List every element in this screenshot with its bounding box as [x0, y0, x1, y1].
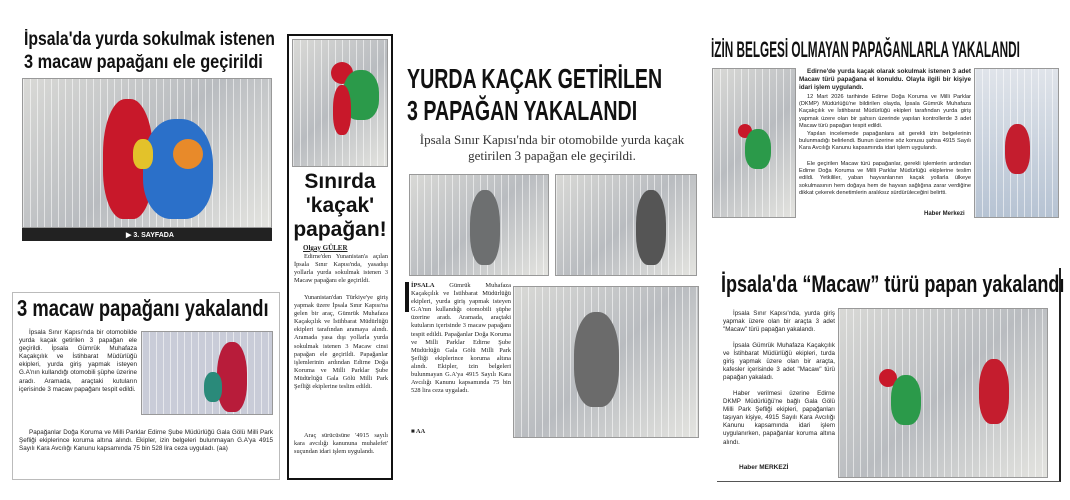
parrot-photo	[292, 39, 388, 167]
clip5-source: Haber Merkezi	[924, 211, 965, 217]
parrot-photo	[555, 174, 697, 276]
clipping-3	[287, 34, 393, 480]
clip4-body-text: Gümrük Muhafaza Kaçakçılık ve İstihbarat Müdürlüğü ekipleri, yurda giriş yapmak isteyen G.A'nın kullandığı otomobili şüphe üzerine aradı. Aramada, araçtaki kutuların içerisinde 3 macaw papağanı tespit edildi. Papağanlar Doğa Koruma ve Milli Parklar Edirne Şube Müdürlüğü Gala Gölü Milli Park Şefliği ekiplerince koruma altına alındı. Ekipler, izin belgeleri bulunmayan G.A'ya 4915 Sayılı Kara Avcılığı Kanunu kapsamında 75 bin 528 lira ceza uygaladı.	[411, 282, 511, 395]
clip5-headline: İZİN BELGESİ OLMAYAN PAPAĞANLARLA YAKALANDI	[711, 37, 1020, 62]
parrot-photo	[409, 174, 549, 276]
clipping-2	[12, 292, 280, 480]
clip2-body-2: Papağanlar Doğa Koruma ve Milli Parklar Edirne Şube Müdürlüğü Gala Gölü Milli Park Şefliği ekiplerince koruma altına alındı. Ekipler, izin belgeleri bulunmayan G.A'ya 4915 Sayılı Kara Avcılığı Kanunu kapsamında 75 bin 528 lira ceza uyguladı. (aa)	[19, 429, 273, 453]
clip3-author: Olgay GÜLER	[303, 244, 348, 252]
parrot-photo	[712, 68, 796, 218]
clip4-headline-2: 3 PAPAĞAN YAKALANDI	[407, 95, 638, 126]
clip6-headline: İpsala'da “Macaw” türü papan yakalandı	[721, 271, 1065, 298]
clip6-body-2: İpsala Gümrük Muhafaza Kaçakçılık ve İstihbarat Müdürlüğü ekipleri, turda giriş yapmak üzere olan bir araçta, kafesler içerisinde 3 adet "Macaw" türü papağan yakaladı.	[723, 342, 835, 382]
parrot-photo	[22, 78, 272, 228]
clipping-1	[20, 28, 274, 242]
clipping-6	[717, 268, 1065, 482]
clip6-body-1: İpsala Sınır Kapısı'nda, yurda giriş yapmak üzere olan bir araçta 3 adet "Macaw" türü papağan yakalandı.	[723, 310, 835, 334]
clip4-headline-1: YURDA KAÇAK GETİRİLEN	[407, 63, 663, 94]
clip5-body-2: Yapılan incelemede papağanlara ait gerekli izin belgelerinin bulunmadığı belirlendi. Bunun üzerine söz konusu şahsa 4915 Sayılı Kara Avcılığı Kanunu kapsamında idari işlem uygulandı.	[799, 131, 971, 152]
clip5-lead: Edirne'de yurda kaçak olarak sokulmak istenen 3 adet Macaw türü papağana el konuldu. Olayla ilgili bir kişiye idari işlem uygulandı.	[799, 68, 971, 92]
clip4-lead: İPSALA	[411, 282, 435, 289]
clip6-body-3: Haber verilmesi üzerine Edirne DKMP Müdürlüğü'ne bağlı Gala Gölü Milli Park Şefliği ekipleri, papağanları taşıyan kişiye, 4915 Sayılı Kara Avcılığı Kanunu kapsamında idari işlem uygulanırken, papağanlar koruma altına alındı.	[723, 390, 835, 446]
clip1-headline-2: 3 macaw papağanı ele geçirildi	[24, 52, 263, 73]
clip4-source: ■ AA	[411, 428, 426, 435]
clip3-body-1: Edirne'den Yunanistan'a açılan İpsala Sınır Kapısı'nda, yasadışı yollarla yurda sokulmak istenen 3 Macaw papağanı ele geçirildi.	[294, 253, 388, 285]
clip2-headline: 3 macaw papağanı yakalandı	[17, 295, 269, 321]
page-reference-bar[interactable]	[22, 228, 272, 241]
parrot-photo	[838, 308, 1048, 478]
clip4-body	[411, 282, 511, 395]
clip4-lead-bar	[405, 282, 409, 312]
clip6-source: Haber MERKEZİ	[739, 464, 789, 471]
page-reference: ▶ 3. SAYFADA	[126, 232, 174, 239]
parrot-photo	[141, 331, 273, 415]
parrot-photo	[513, 286, 699, 438]
clip3-headline: Sınırda 'kaçak' papağan!	[293, 170, 387, 241]
clip1-headline-1: İpsala'da yurda sokulmak istenen	[24, 29, 275, 50]
clip2-body-1: İpsala Sınır Kapısı'nda bir otomobilde yurda kaçak getirilen 3 papağan ele geçirildi. İpsala Gümrük Muhafaza Kaçakçılık ve İstihbarat Müdürlüğü ekipleri, yurda giriş yapmak isteyen G.A'nın kullandığı otomobili şüphe üzerine aradı. Aramada, araçtaki kutuların içerisinde 3 macaw papağanı tespit edildi.	[19, 329, 137, 393]
clip3-body-3: Araç sürücüsüne '4915 sayılı kara avcılığı kanununa muhalefet' suçundan idari işlem uygulandı.	[294, 432, 388, 456]
parrot-photo	[974, 68, 1059, 218]
clip5-body-3: Ele geçirilen Macaw türü papağanlar, gerekli işlemlerin ardından Edirne Doğa Koruma ve Milli Parklar Müdürlüğü ekiplerine teslim edildi. Yetkililer, yaban hayvanlarının kaçak yollarla ülkeye sokulmasının hem doğaya hem de hayvan sağlığına zarar verdiğine dikkat çekerek denetimlerin aralıksız sürdürüleceğini belirtti.	[799, 161, 971, 196]
clip3-body-2: Yunanistan'dan Türkiye'ye giriş yapmak üzere İpsala Sınır Kapısı'na gelen bir araç, Gümrük Muhafaza Kaçakçılık ve İstihbarat Müdürlüğü ekipleri tarafından aramaya alındı. Aramada yasa dışı yollarla yurda sokulmak istenen 3 Macaw cinsi papağan ele geçirildi. Papağanlar işlemlerinin ardından Edirne Doğa Koruma ve Milli Parklar Şube Müdürlüğü Gala Gölü Milli Park Şefliği ekiplerine teslim edildi.	[294, 294, 388, 391]
clip4-subtitle: İpsala Sınır Kapısı'nda bir otomobilde yurda kaçak getirilen 3 papağan ele geçirildi.	[419, 132, 685, 163]
clipping-4	[403, 60, 701, 442]
clipping-5	[709, 36, 1061, 220]
clip5-body-1: 12 Mart 2026 tarihinde Edirne Doğa Koruma ve Milli Parklar (DKMP) Müdürlüğü'ne bildirilen olayda, İpsala Gümrük Muhafaza Kaçakçılık ve İstihbarat Müdürlüğü ekipleri tarafından yurda giriş yapmak üzere olan bir şahsın üzerinde yapılan kontrollerde 3 adet Macaw türü papağan tespit edildi.	[799, 94, 971, 129]
